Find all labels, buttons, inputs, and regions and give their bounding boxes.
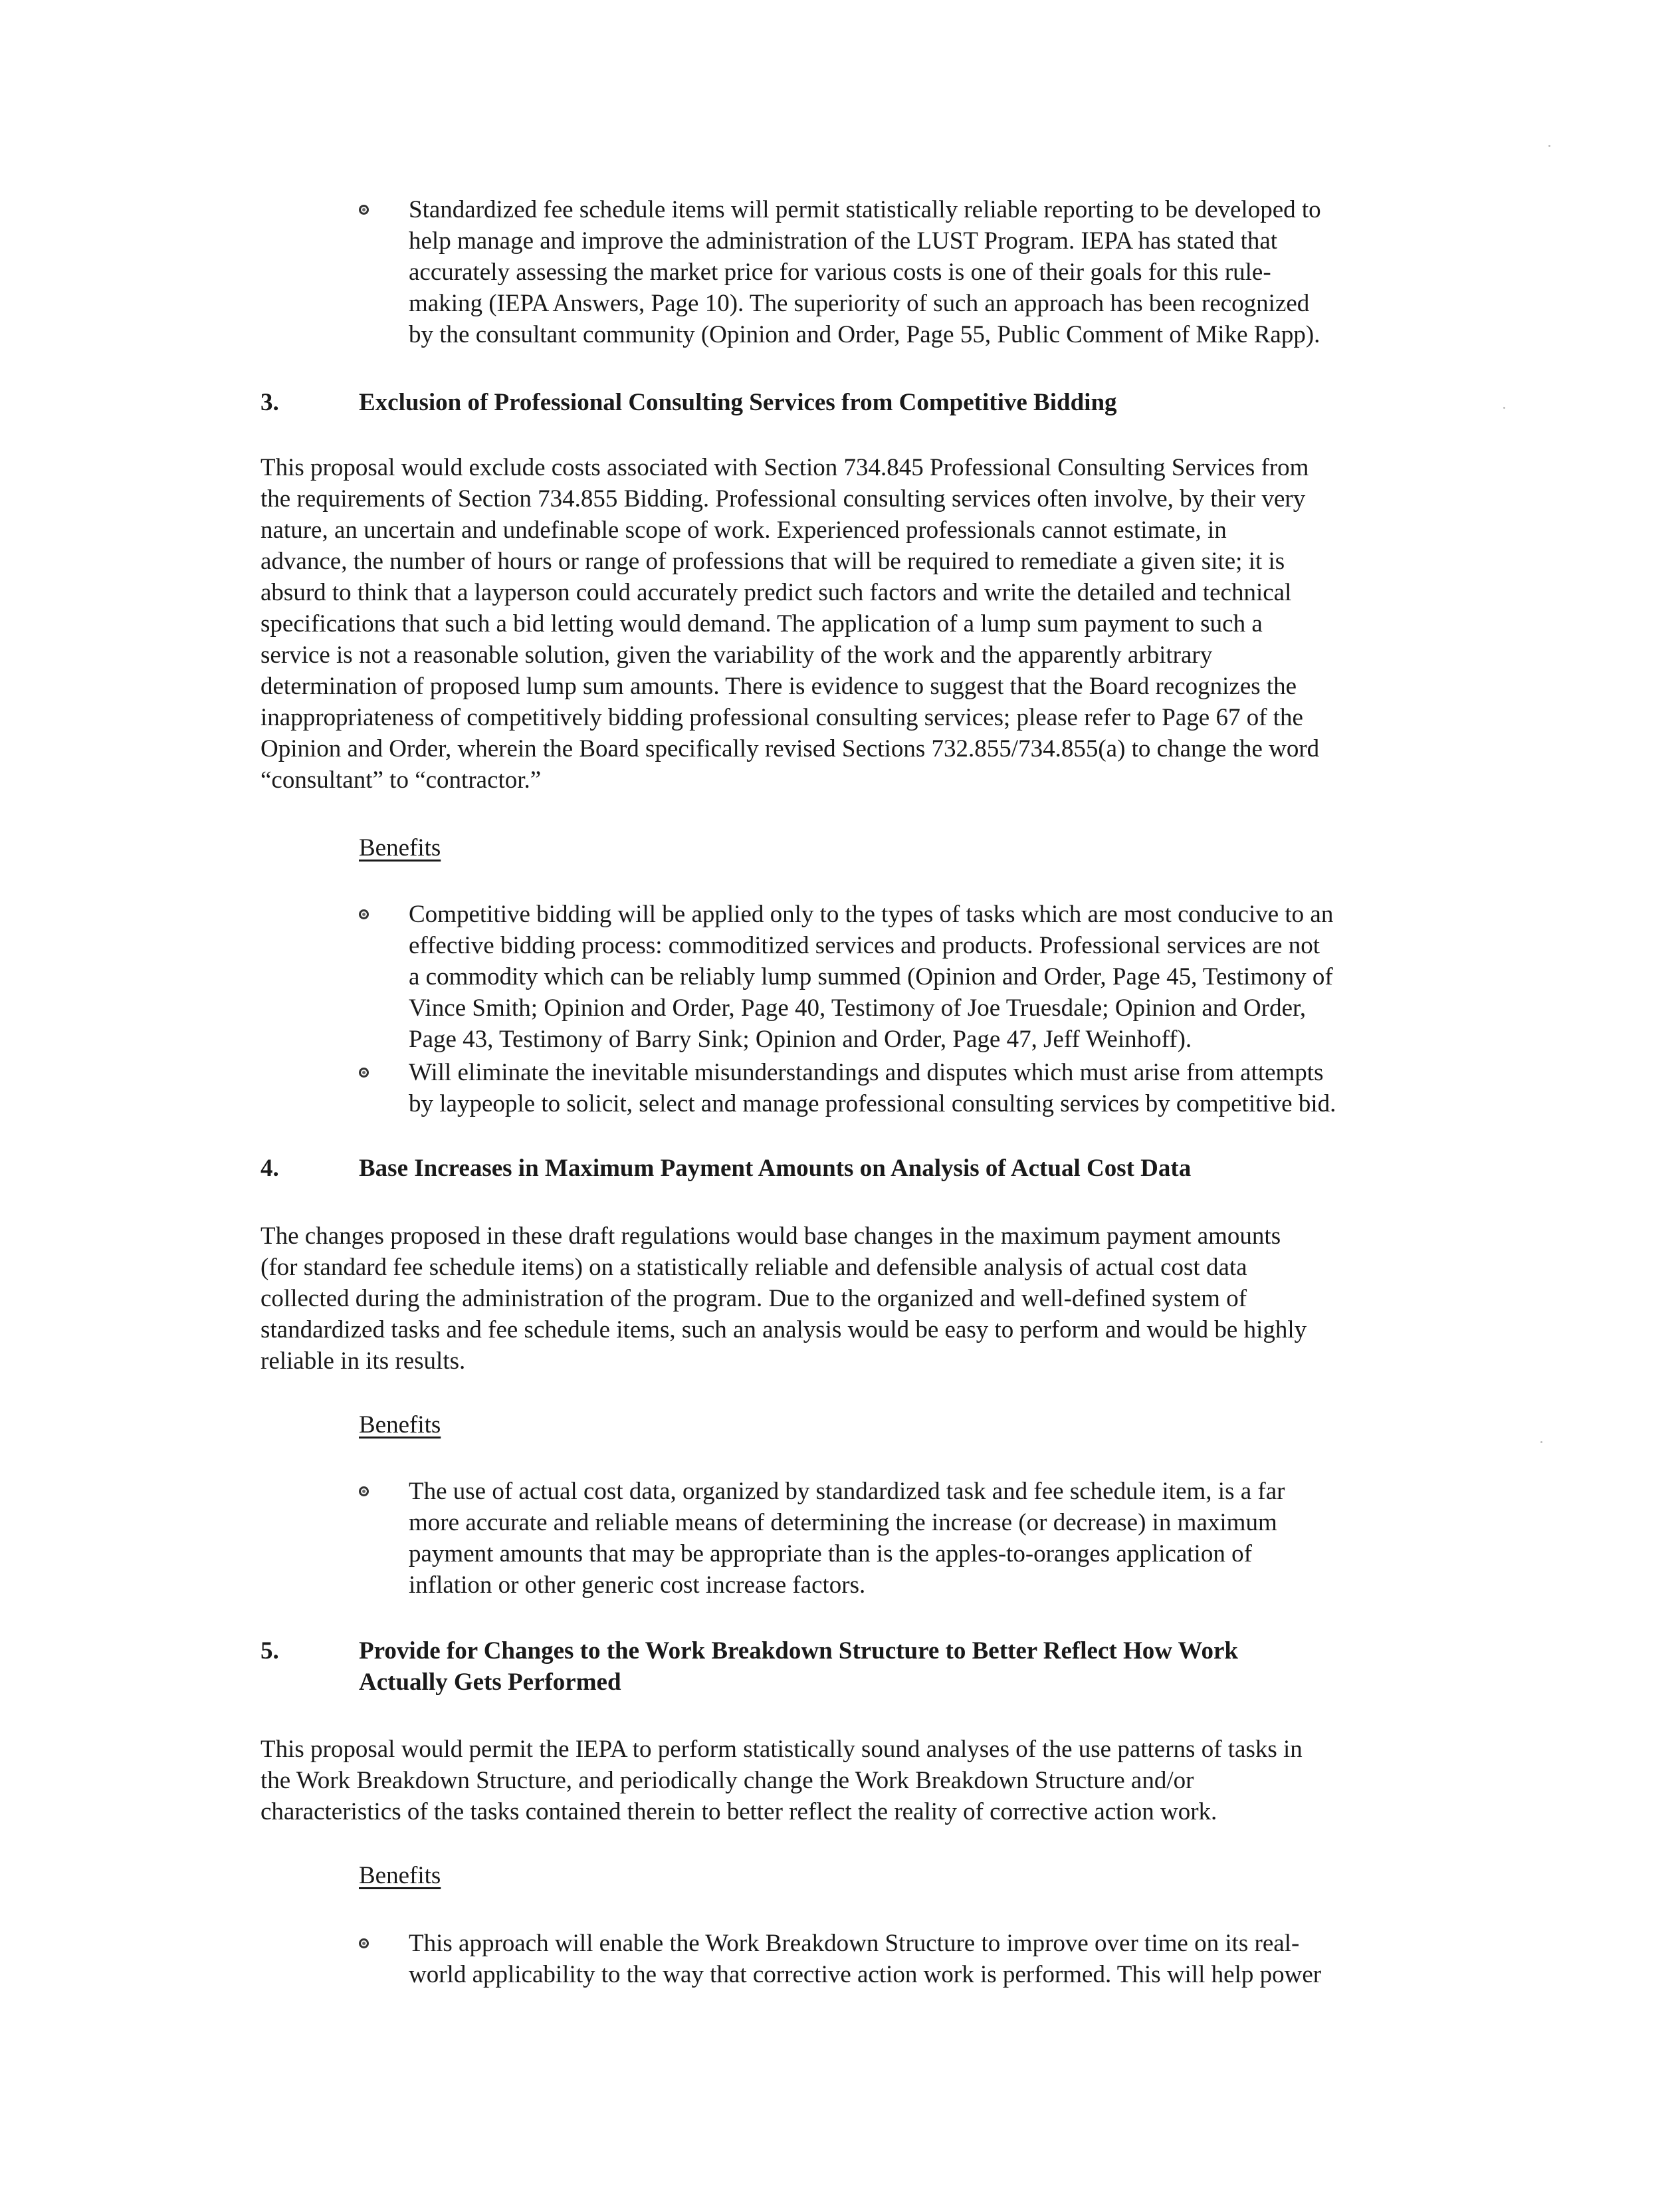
text-line: characteristics of the tasks contained therein to better reflect the reality of corrective action work. <box>261 1798 1217 1825</box>
text-line: Page 43, Testimony of Barry Sink; Opinion and Order, Page 47, Jeff Weinhoff). <box>409 1026 1192 1053</box>
text-line: This proposal would exclude costs associated with Section 734.845 Professional Consulting Services from <box>261 454 1309 481</box>
section-3-bullet-1 <box>409 899 1333 1055</box>
text-line: This approach will enable the Work Breakdown Structure to improve over time on its real- <box>409 1930 1300 1957</box>
text-line: making (IEPA Answers, Page 10). The superiority of such an approach has been recognized <box>409 290 1310 317</box>
text-line: “consultant” to “contractor.” <box>261 766 542 794</box>
text-line: collected during the administration of the program. Due to the organized and well-defined system of <box>261 1285 1247 1312</box>
text-line: Standardized fee schedule items will permit statistically reliable reporting to be developed to <box>409 196 1321 223</box>
section-3-benefits-heading: Benefits <box>359 834 441 862</box>
text-line: nature, an uncertain and undefinable scope of work. Experienced professionals cannot estimate, in <box>261 517 1227 544</box>
text-line: the Work Breakdown Structure, and periodically change the Work Breakdown Structure and/or <box>261 1767 1194 1794</box>
text-line: specifications that such a bid letting would demand. The application of a lump sum payment to such a <box>261 610 1263 637</box>
section-3-paragraph <box>261 452 1319 796</box>
bullet-marker <box>359 1938 369 1948</box>
text-line: determination of proposed lump sum amounts. There is evidence to suggest that the Board recognizes the <box>261 673 1297 700</box>
bullet-marker <box>359 1486 369 1496</box>
heading-line: Actually Gets Performed <box>359 1669 621 1696</box>
text-line: world applicability to the way that corrective action work is performed. This will help power <box>409 1961 1322 1988</box>
section-5-heading <box>359 1635 1238 1698</box>
text-line: payment amounts that may be appropriate than is the apples-to-oranges application of <box>409 1540 1252 1567</box>
scan-speck <box>1540 1441 1542 1443</box>
section-4-heading: Base Increases in Maximum Payment Amounts on Analysis of Actual Cost Data <box>359 1155 1192 1182</box>
section-5-bullet-1 <box>409 1928 1321 1990</box>
text-line: by the consultant community (Opinion and Order, Page 55, Public Comment of Mike Rapp). <box>409 321 1320 348</box>
section-3-heading: Exclusion of Professional Consulting Services from Competitive Bidding <box>359 389 1117 416</box>
text-line: The changes proposed in these draft regulations would base changes in the maximum payment amounts <box>261 1222 1281 1250</box>
bullet-marker <box>359 909 369 919</box>
text-line: accurately assessing the market price for various costs is one of their goals for this rule- <box>409 259 1271 286</box>
section-5-benefits-heading: Benefits <box>359 1862 441 1889</box>
text-line: inappropriateness of competitively bidding professional consulting services; please refer to Page 67 of the <box>261 704 1303 731</box>
text-line: advance, the number of hours or range of professions that will be required to remediate a given site; it is <box>261 548 1285 575</box>
bullet-top-text <box>409 194 1321 350</box>
text-line: The use of actual cost data, organized by standardized task and fee schedule item, is a far <box>409 1478 1285 1505</box>
text-line: Opinion and Order, wherein the Board specifically revised Sections 732.855/734.855(a) to change the word <box>261 735 1320 762</box>
section-4-benefits-heading: Benefits <box>359 1411 441 1439</box>
text-line: the requirements of Section 734.855 Bidding. Professional consulting services often involve, by their very <box>261 485 1306 513</box>
text-line: Competitive bidding will be applied only to the types of tasks which are most conducive to an <box>409 901 1334 928</box>
text-line: effective bidding process: commoditized services and products. Professional services are not <box>409 932 1320 959</box>
text-line: absurd to think that a layperson could accurately predict such factors and write the detailed and technical <box>261 579 1292 606</box>
text-line: (for standard fee schedule items) on a statistically reliable and defensible analysis of actual cost data <box>261 1254 1247 1281</box>
heading-line: Provide for Changes to the Work Breakdown Structure to Better Reflect How Work <box>359 1637 1238 1665</box>
section-3-number: 3. <box>261 389 279 416</box>
text-line: more accurate and reliable means of determining the increase (or decrease) in maximum <box>409 1509 1277 1536</box>
text-line: help manage and improve the administration of the LUST Program. IEPA has stated that <box>409 227 1278 255</box>
bullet-marker <box>359 1068 369 1078</box>
text-line: a commodity which can be reliably lump summed (Opinion and Order, Page 45, Testimony of <box>409 963 1333 990</box>
text-line: This proposal would permit the IEPA to perform statistically sound analyses of the use patterns of tasks in <box>261 1736 1303 1763</box>
scan-speck <box>1548 145 1550 147</box>
section-5-paragraph <box>261 1734 1303 1827</box>
text-line: service is not a reasonable solution, given the variability of the work and the apparently arbitrary <box>261 641 1213 669</box>
text-line: by laypeople to solicit, select and manage professional consulting services by competitive bid. <box>409 1090 1336 1117</box>
bullet-marker <box>359 205 369 215</box>
section-4-bullet-1 <box>409 1476 1285 1601</box>
text-line: Will eliminate the inevitable misunderstandings and disputes which must arise from attempts <box>409 1059 1324 1086</box>
section-5-number: 5. <box>261 1637 279 1665</box>
section-4-number: 4. <box>261 1155 279 1182</box>
text-line: reliable in its results. <box>261 1347 466 1375</box>
text-line: Vince Smith; Opinion and Order, Page 40, Testimony of Joe Truesdale; Opinion and Order, <box>409 994 1307 1022</box>
section-4-paragraph <box>261 1220 1307 1377</box>
text-line: inflation or other generic cost increase factors. <box>409 1571 866 1599</box>
scan-speck <box>1503 407 1505 409</box>
section-3-bullet-2 <box>409 1057 1336 1119</box>
text-line: standardized tasks and fee schedule items, such an analysis would be easy to perform and would be highly <box>261 1316 1307 1343</box>
